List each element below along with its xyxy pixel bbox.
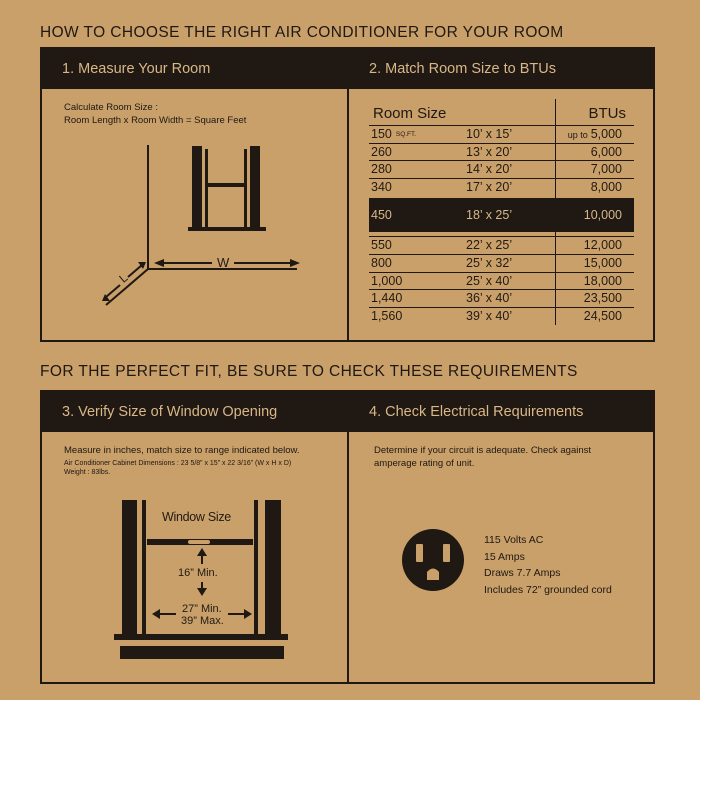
table-row	[369, 307, 634, 325]
cell-sqft: 550	[371, 238, 392, 253]
length-label: L	[116, 270, 131, 286]
col-room-size: Room Size	[373, 105, 447, 122]
cell-dims: 17’ x 20’	[466, 179, 513, 194]
cell-sqft: 1,000	[371, 273, 403, 288]
cell-dims: 14’ x 20’	[466, 162, 513, 177]
room-calc-line1: Calculate Room Size :	[64, 102, 158, 113]
cell-btu: 8,000	[590, 179, 622, 194]
cell-btu: up to 5,000	[567, 127, 622, 141]
room-calc-line2: Room Length x Room Width = Square Feet	[64, 115, 247, 126]
cell-btu: 12,000	[583, 238, 622, 253]
cell-dims: 36’ x 40’	[466, 291, 513, 306]
spec-draws: Draws 7.7 Amps	[484, 567, 561, 579]
panel-window-opening	[40, 390, 349, 684]
cell-sqft: 260	[371, 144, 392, 159]
cell-sqft: 450	[371, 208, 392, 223]
cabinet-dims-text: Air Conditioner Cabinet Dimensions : 23 5/8” x 15” x 22 3/16” (W x H x D)	[64, 460, 292, 467]
cell-dims: 25’ x 32’	[466, 256, 513, 270]
cell-dims: 22’ x 25’	[466, 238, 513, 253]
spec-volts: 115 Volts AC	[484, 534, 544, 546]
electrical-specs	[484, 532, 612, 598]
panel-window-title: 3. Verify Size of Window Opening	[42, 392, 347, 432]
width-max-label: 39” Max.	[181, 615, 224, 627]
table-row	[369, 178, 634, 196]
btu-table	[369, 105, 634, 331]
cell-btu: 6,000	[590, 144, 622, 159]
cell-dims: 13’ x 20’	[466, 144, 513, 159]
weight-text: Weight : 83lbs.	[64, 469, 111, 476]
col-btus: BTUs	[588, 105, 626, 122]
electrical-intro-line2: amperage rating of unit.	[374, 458, 475, 469]
width-min-label: 27” Min.	[182, 603, 222, 615]
table-row	[369, 272, 634, 290]
panel-electrical	[347, 390, 655, 684]
room-diagram	[42, 49, 351, 344]
table-row	[369, 198, 634, 232]
cell-btu: 23,500	[583, 291, 622, 306]
requirements-heading: FOR THE PERFECT FIT, BE SURE TO CHECK THESE REQUIREMENTS	[40, 363, 578, 380]
window-size-label: Window Size	[162, 510, 231, 524]
window-diagram	[42, 392, 351, 686]
outlet-icon	[401, 528, 471, 598]
panel-measure-room	[40, 47, 349, 342]
window-intro: Measure in inches, match size to range indicated below.	[64, 445, 300, 456]
main-heading: HOW TO CHOOSE THE RIGHT AIR CONDITIONER FOR YOUR ROOM	[40, 24, 564, 41]
table-row	[369, 160, 634, 178]
cell-dims: 10’ x 15’	[466, 127, 513, 141]
cell-sqft: 340	[371, 179, 392, 194]
cell-sqft: 1,440	[371, 291, 403, 306]
cell-btu: 10,000	[583, 208, 622, 223]
electrical-intro-line1: Determine if your circuit is adequate. Check against	[374, 445, 592, 456]
cell-btu: 15,000	[583, 256, 622, 270]
spec-cord: Includes 72” grounded cord	[484, 583, 612, 596]
panel-electrical-title: 4. Check Electrical Requirements	[349, 392, 653, 432]
width-label: W	[217, 255, 230, 270]
cell-sqft: 1,560	[371, 308, 403, 323]
cell-sqft: 280	[371, 162, 392, 177]
cell-dims: 39’ x 40’	[466, 308, 513, 323]
height-min-label: 16” Min.	[178, 567, 218, 579]
panel-btu-title: 2. Match Room Size to BTUs	[349, 49, 653, 89]
spec-amps: 15 Amps	[484, 550, 525, 563]
table-row	[369, 236, 634, 254]
table-row	[369, 289, 634, 307]
table-row	[369, 254, 634, 272]
unit-label: SQ.FT.	[395, 131, 417, 138]
panel-measure-room-title: 1. Measure Your Room	[42, 49, 347, 89]
table-row	[369, 143, 634, 161]
cell-dims: 18’ x 25’	[466, 208, 513, 223]
upto-label: up to	[567, 130, 588, 140]
panel-btu-table	[347, 47, 655, 342]
electrical-intro	[374, 444, 591, 470]
cell-btu: 24,500	[583, 308, 622, 323]
cell-sqft: 800	[371, 256, 392, 270]
cell-btu: 18,000	[583, 273, 622, 288]
cell-btu: 7,000	[590, 162, 622, 177]
table-row	[369, 125, 634, 143]
cell-sqft: 150 SQ.FT.	[371, 127, 417, 141]
cell-dims: 25’ x 40’	[466, 273, 513, 288]
